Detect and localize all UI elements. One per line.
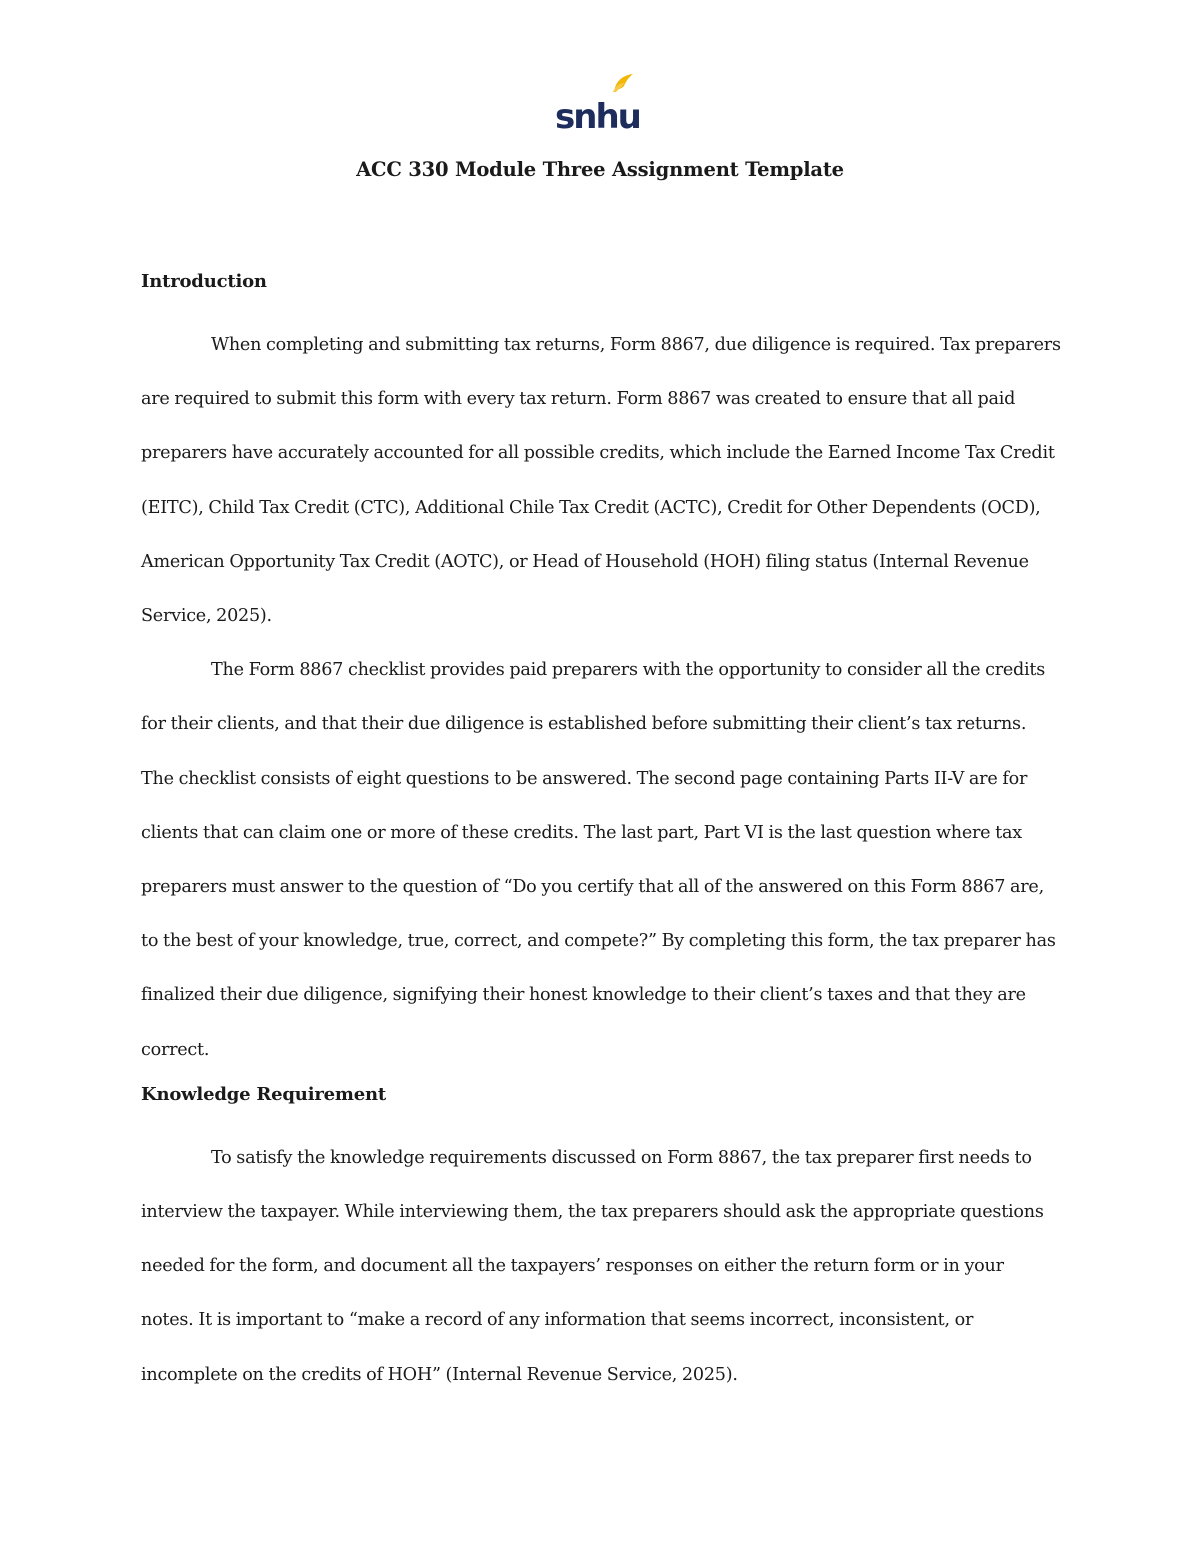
section-introduction bbox=[141, 264, 1061, 1077]
paragraph: When completing and submitting tax returns, Form 8867, due diligence is required. Tax preparers are required to submit this form with every tax return. Form 8867 was created to ensure that all paid preparers have accurately accounted for all possible credits, which include the Earned Income Tax Credit (EITC), Child Tax Credit (CTC), Additional Chile Tax Credit (ACTC), Credit for Other Dependents (OCD), American Opportunity Tax Credit (AOTC), or Head of Household (HOH) filing status (Internal Revenue Service, 2025). bbox=[141, 335, 1061, 627]
snhu-logo bbox=[553, 72, 643, 136]
document-body bbox=[141, 264, 1061, 1402]
paragraph: To satisfy the knowledge requirements discussed on Form 8867, the tax preparer first needs to interview the taxpayer. While interviewing them, the tax preparers should ask the appropriate questions needed for the form, and document all the taxpayers’ responses on either the return form or in your notes. It is important to “make a record of any information that seems incorrect, inconsistent, or incomplete on the credits of HOH” (Internal Revenue Service, 2025). bbox=[141, 1147, 1044, 1385]
svg-text:snhu: snhu bbox=[555, 97, 640, 136]
snhu-logo-graphic bbox=[553, 72, 643, 136]
section-heading: Knowledge Requirement bbox=[141, 1083, 386, 1105]
paragraph: The Form 8867 checklist provides paid preparers with the opportunity to consider all the credits for their clients, and that their due diligence is established before submitting their client’s tax returns. The checklist consists of eight questions to be answered. The second page containing Parts II-V are for clients that can claim one or more of these credits. The last part, Part VI is the last question where tax preparers must answer to the question of “Do you certify that all of the answered on this Form 8867 are, to the best of your knowledge, true, correct, and compete?” By completing this form, the tax preparer has finalized their due diligence, signifying their honest knowledge to their client’s taxes and that they are correct. bbox=[141, 660, 1056, 1060]
section-heading: Introduction bbox=[141, 271, 267, 292]
document-title: ACC 330 Module Three Assignment Template bbox=[356, 158, 844, 181]
section-knowledge-requirement bbox=[141, 1077, 1061, 1402]
